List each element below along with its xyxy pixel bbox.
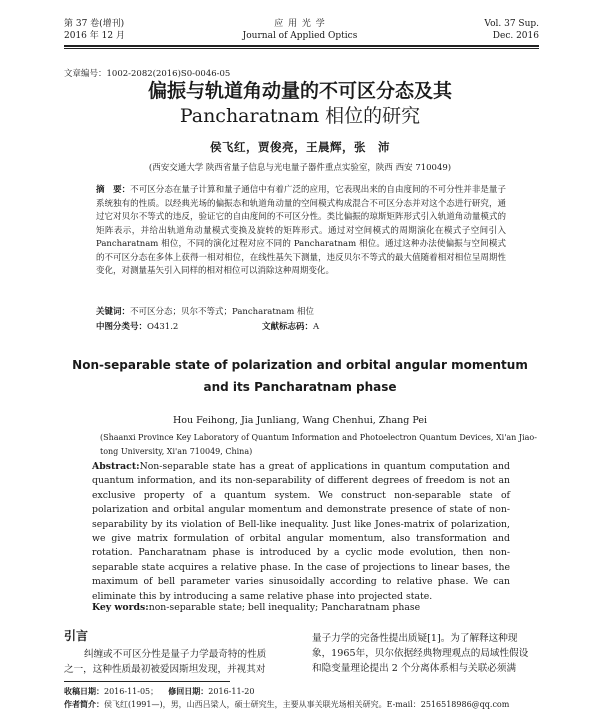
clc-value: O431.2 (147, 322, 179, 332)
intro-left-line1: 纠缠或不可区分性是量子力学最奇特的性质 (84, 649, 267, 660)
intro-right-line1: 量子力学的完备性提出质疑[1]。为了解释这种现 (312, 633, 518, 644)
header-volume-cn: 第 37 卷(增刊) (64, 19, 125, 29)
footnote-rule (64, 681, 230, 682)
abstract-cn-text: 不可区分态在量子计算和量子通信中有着广泛的应用，它表现出来的自由度间的不可分性并非是量子系统独有的性质。以经典光场的偏振态和轨道角动量的空间模式构成混合不可区分态并对这个态进行研究，通过它对贝尔不等式的违反，验证它的自由度间的不可区分性。类比偏振的琼斯矩阵形式引入轨道角动量模式的矩阵表示，并给出轨道角动量模式变换及旋转的矩阵形式。通过对空间模式的周期演化在模式子空间引入 Pancharatnam 相位，不同的演化过程对应不同的 Pancharatnam 相位。通过这种办法使偏振与空间模式的不可区分态在多体上获得一相对相位，在线性基矢下测量，违反贝尔不等式的最大值随着相对相位呈周期性变化，对测量基矢引入同样的相对相位可以消除这种周期变化。 (96, 185, 506, 276)
keywords-en-label: Key words: (92, 602, 149, 613)
header-date-cn: 2016 年 12 月 (64, 31, 125, 41)
keywords-en (92, 601, 420, 615)
abstract-en-text: Non-separable state has a great of applications in quantum computation and quantum information, and its non-separability of different degrees of freedom is not an exclusive property of a quantum system. We construct non-separable state of polarization and orbital angular momentum and demonstrate presence of state of non-separability by its violation of Bell-like inequality. Just like Jones-matrix of polarization, we give matrix formulation of orbital angular momentum, also transformation and rotation. Pancharatnam phase is introduced by a cyclic mode evolution, then non-separable state acquires a relative phase. In the case of projections to linear bases, the maximum of bell parameter varies sinusoidally according to relative phase. We can eliminate this by introducing a same relative phase into projected state. (92, 461, 510, 602)
revised-label: 修回日期： (168, 686, 209, 696)
keywords-cn-label: 关键词： (96, 307, 131, 317)
received-label: 收稿日期： (64, 686, 104, 696)
article-number: 文章编号：1002-2082(2016)S0-0046-05 (64, 69, 231, 79)
author-bio-label: 作者简介： (64, 699, 104, 709)
footnote-author (64, 698, 509, 711)
affiliation-cn: (西安交通大学 陕西省量子信息与光电量子器件重点实验室，陕西 西安 710049) (148, 163, 452, 173)
footnote-dates (64, 685, 254, 698)
author-bio-text: 侯飞红(1991—)，男，山西吕梁人，硕士研究生，主要从事关联光场相关研究。E-mail：2516518986@qq.com (104, 700, 510, 709)
keywords-cn (96, 306, 314, 320)
revised-value: 2016-11-20 (208, 687, 255, 696)
header-volume-en: Vol. 37 Sup. (484, 19, 539, 29)
authors-cn: 侯飞红，贾俊亮，王晨辉，张 沛 (210, 140, 390, 154)
title-en-line1: Non-separable state of polarization and orbital angular momentum (72, 358, 528, 372)
intro-right-line2: 象，1965年，贝尔依据经典物理观点的局域性假设 (312, 648, 529, 659)
keywords-en-text: non-separable state; bell inequality; Pancharatnam phase (148, 602, 421, 613)
header-rule-thin (64, 48, 539, 49)
affiliation-en-line2: tong University, Xi'an 710049, China) (100, 447, 253, 456)
header-rule (64, 45, 539, 47)
clc-label: 中图分类号： (96, 322, 148, 332)
document-code (262, 321, 319, 335)
received-value: 2016-11-05； (104, 687, 159, 696)
clc-number (96, 321, 178, 335)
title-cn-line1: 偏振与轨道角动量的不可区分态及其 (147, 80, 452, 102)
header-journal-cn: 应 用 光 学 (274, 19, 326, 29)
header-journal-en: Journal of Applied Optics (242, 31, 358, 41)
abstract-en (92, 460, 510, 604)
abstract-cn-label: 摘 要： (96, 185, 131, 195)
affiliation-en-line1: (Shaanxi Province Key Laboratory of Quantum Information and Photoelectron Quantum Devices, Xi'an Jiao- (100, 433, 537, 442)
keywords-cn-text: 不可区分态；贝尔不等式；Pancharatnam 相位 (130, 307, 315, 317)
title-en-line2: and its Pancharatnam phase (203, 380, 397, 394)
title-cn-line2: Pancharatnam 相位的研究 (179, 105, 421, 127)
abstract-en-label: Abstract: (92, 461, 140, 472)
intro-heading: 引言 (64, 629, 89, 643)
doc-code-value: A (313, 322, 320, 332)
header-date-en: Dec. 2016 (492, 31, 539, 41)
intro-left-line2: 之一，这种性质最初被爱因斯坦发现，并视其对 (64, 664, 266, 675)
abstract-cn (96, 184, 506, 279)
doc-code-label: 文献标志码： (262, 322, 314, 332)
authors-en: Hou Feihong, Jia Junliang, Wang Chenhui, Zhang Pei (173, 415, 427, 426)
intro-right-line3: 和隐变量理论提出 2 个分离体系相与关联必须满 (312, 663, 517, 674)
